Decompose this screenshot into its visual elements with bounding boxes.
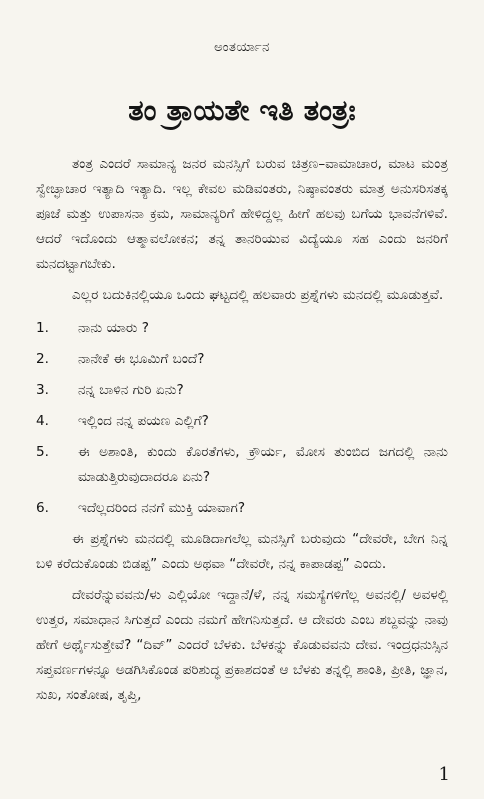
list-item-text: ಇದೆಲ್ಲದರಿಂದ ನನಗೆ ಮುಕ್ತಿ ಯಾವಾಗ? — [78, 499, 246, 516]
list-item-number: 1. — [36, 319, 49, 336]
list-item-text: ನನ್ನ ಬಾಳಿನ ಗುರಿ ಏನು? — [78, 381, 184, 398]
running-head: ಅಂತರ್ಯಾನ — [214, 40, 270, 55]
page-number: 1 — [438, 764, 450, 785]
paragraph-questions-lead: ಎಲ್ಲರ ಬದುಕಿನಲ್ಲಿಯೂ ಒಂದು ಘಟ್ಟದಲ್ಲಿ ಹಲವಾರು ಪ್ರಶ್ನೆಗಳು ಮನದಲ್ಲಿ ಮೂಡುತ್ತವೆ. — [72, 286, 444, 303]
list-item — [36, 378, 448, 403]
question-list — [36, 316, 448, 521]
chapter-title: ತಂ ತ್ರಾಯತೇ ಇತಿ ತಂತ್ರಃ — [128, 93, 356, 127]
paragraph-deva-meaning: ದೇವರೆನ್ನುವವನು/ಳು ಎಲ್ಲಿಯೋ ಇದ್ದಾನೆ/ಳೆ, ನನ್ನ ಸಮಸ್ಯೆಗಳಿಗೆಲ್ಲ ಅವನಲ್ಲಿ/ ಅವಳಲ್ಲಿ ಉತ್ತರ, ಸಮಾಧಾನ ಸಿಗುತ್ತದೆ ಎಂದು ನಮಗೆ ಹೇಗನಿಸುತ್ತದೆ. ಆ ದೇವರು ಎಂಬ ಶಬ್ದವನ್ನು ನಾವು ಹೇಗೆ ಅರ್ಥೈಸುತ್ತೇವೆ? “ದಿವ್” ಎಂದರೆ ಬೆಳಕು. ಬೆಳಕನ್ನು ಕೊಡುವವನು ದೇವ. ಇಂದ್ರಧನುಸ್ಸಿನ ಸಪ್ತವರ್ಣಗಳನ್ನೂ ಅಡಗಿಸಿಕೊಂಡ ಪರಿಶುದ್ಧ ಪ್ರಕಾಶದಂತೆ ಆ ಬೆಳಕು ತನ್ನಲ್ಲಿ ಶಾಂತಿ, ಪ್ರೀತಿ, ಜ್ಞಾನ, ಸುಖ, ಸಂತೋಷ, ತೃಪ್ತಿ, — [36, 586, 448, 703]
list-item-text: ನಾನೇಕೆ ಈ ಭೂಮಿಗೆ ಬಂದೆ? — [78, 350, 205, 367]
list-item-number: 2. — [36, 350, 49, 367]
list-item-number: 3. — [36, 381, 49, 398]
list-item — [36, 316, 448, 341]
list-item — [36, 409, 448, 434]
paragraph-intro: ತಂತ್ರ ಎಂದರೆ ಸಾಮಾನ್ಯ ಜನರ ಮನಸ್ಸಿಗೆ ಬರುವ ಚಿತ್ರಣ–ವಾಮಾಚಾರ, ಮಾಟ ಮಂತ್ರ ಸ್ವೇಚ್ಛಾಚಾರ ಇತ್ಯಾದಿ ಇತ್ಯಾದಿ. ಇಲ್ಲ ಕೇವಲ ಮಡಿವಂತರು, ನಿಷ್ಠಾವಂತರು ಮಾತ್ರ ಅನುಸರಿಸತಕ್ಕ ಪೂಜೆ ಮತ್ತು ಉಪಾಸನಾ ಕ್ರಮ, ಸಾಮಾನ್ಯರಿಗೆ ಹೇಳಿದ್ದಲ್ಲ ಹೀಗೆ ಹಲವು ಬಗೆಯ ಭಾವನೆಗಳಿವೆ. ಆದರೆ ಇದೊಂದು ಆತ್ಮಾವಲೋಕನ; ತನ್ನ ತಾನರಿಯುವ ವಿದ್ಯೆಯೂ ಸಹ ಎಂದು ಜನರಿಗೆ ಮನದಟ್ಟಾಗಬೇಕು. — [36, 155, 448, 272]
list-item — [36, 440, 448, 490]
paragraph-prayer: ಈ ಪ್ರಶ್ನೆಗಳು ಮನದಲ್ಲಿ ಮೂಡಿದಾಗಲೆಲ್ಲ ಮನಸ್ಸಿಗೆ ಬರುವುದು “ದೇವರೇ, ಬೇಗ ನಿನ್ನ ಬಳಿ ಕರೆದುಕೊಂಡು ಬಿಡಪ್ಪ” ಎಂದು ಅಥವಾ “ದೇವರೇ, ನನ್ನ ಕಾಪಾಡಪ್ಪ” ಎಂದು. — [36, 530, 448, 572]
list-item-text: ಈ ಅಶಾಂತಿ, ಕುಂದು ಕೊರತೆಗಳು, ಕ್ರೌರ್ಯ, ಮೋಸ ತುಂಬಿದ ಜಗದಲ್ಲಿ ನಾನು ಮಾಡುತ್ತಿರುವುದಾದರೂ ಏನು? — [78, 443, 448, 485]
list-item-number: 5. — [36, 443, 49, 460]
list-item-number: 4. — [36, 412, 49, 429]
list-item — [36, 347, 448, 372]
list-item-number: 6. — [36, 499, 49, 516]
list-item-text: ನಾನು ಯಾರು ? — [78, 319, 149, 336]
list-item — [36, 496, 448, 521]
list-item-text: ಇಲ್ಲಿಂದ ನನ್ನ ಪಯಣ ಎಲ್ಲಿಗೆ? — [78, 412, 209, 429]
